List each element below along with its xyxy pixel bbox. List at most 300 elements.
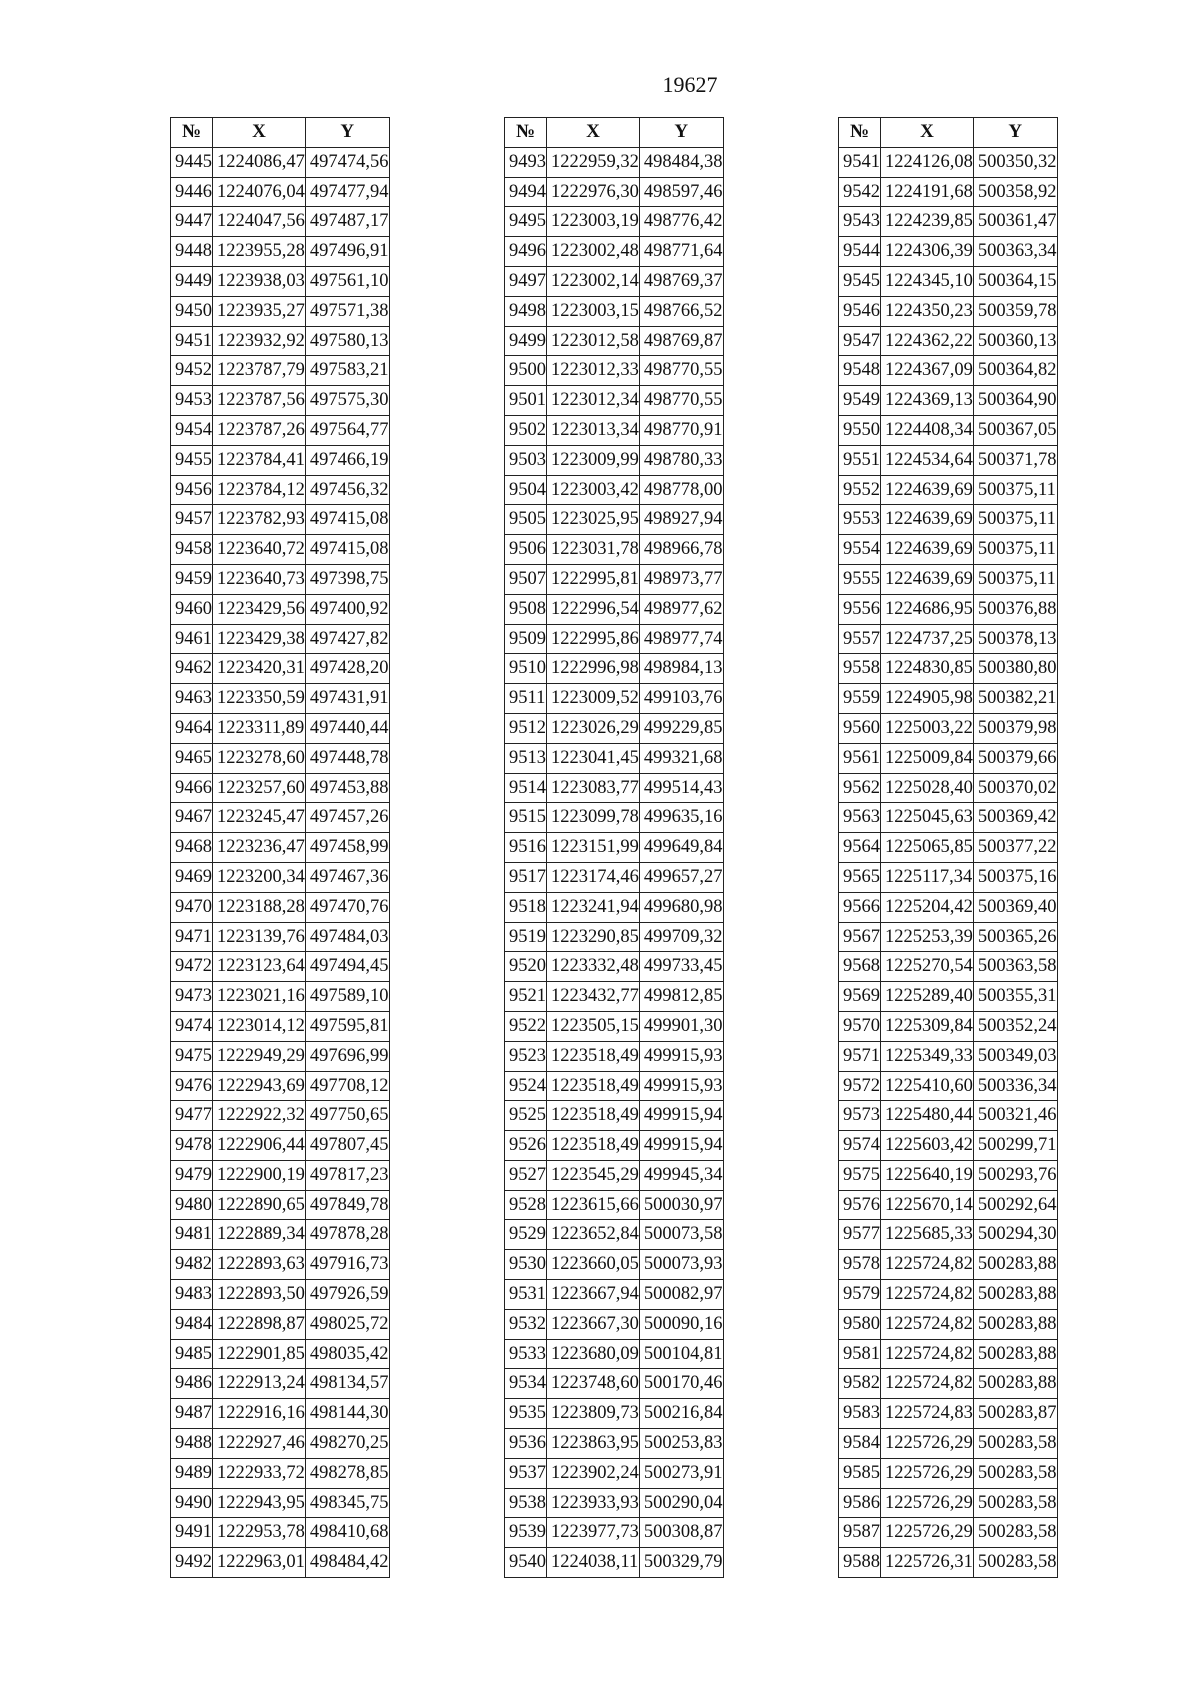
x-coordinate-cell: 1223350,59: [213, 684, 306, 714]
table-row: [171, 1101, 390, 1131]
x-coordinate-cell: 1224639,69: [881, 505, 974, 535]
y-coordinate-cell: 500104,81: [639, 1339, 723, 1369]
table-row: [839, 415, 1058, 445]
x-coordinate-cell: 1225724,82: [881, 1339, 974, 1369]
point-number-cell: 9532: [505, 1309, 547, 1339]
y-coordinate-cell: 500073,58: [639, 1220, 723, 1250]
y-coordinate-cell: 500290,04: [639, 1488, 723, 1518]
x-coordinate-cell: 1223782,93: [213, 505, 306, 535]
point-number-cell: 9478: [171, 1131, 213, 1161]
y-coordinate-cell: 500375,11: [973, 535, 1057, 565]
x-coordinate-cell: 1225270,54: [881, 952, 974, 982]
y-coordinate-cell: 499812,85: [639, 982, 723, 1012]
table-row: [505, 266, 724, 296]
table-row: [839, 266, 1058, 296]
point-number-cell: 9462: [171, 654, 213, 684]
y-coordinate-cell: 498766,52: [639, 296, 723, 326]
y-coordinate-cell: 497470,76: [305, 892, 389, 922]
coordinate-table-2: [504, 117, 724, 1578]
y-coordinate-cell: 498597,46: [639, 177, 723, 207]
y-coordinate-cell: 498278,85: [305, 1458, 389, 1488]
table-row: [839, 1429, 1058, 1459]
table-row: [505, 803, 724, 833]
y-coordinate-cell: 498270,25: [305, 1429, 389, 1459]
x-coordinate-cell: 1223938,03: [213, 266, 306, 296]
table-row: [171, 1190, 390, 1220]
table-row: [171, 1488, 390, 1518]
table-row: [839, 1190, 1058, 1220]
y-coordinate-cell: 498770,91: [639, 415, 723, 445]
y-coordinate-cell: 497696,99: [305, 1041, 389, 1071]
table-row: [171, 773, 390, 803]
table-row: [505, 1131, 724, 1161]
table-row: [171, 952, 390, 982]
x-coordinate-cell: 1223021,16: [213, 982, 306, 1012]
table-row: [171, 654, 390, 684]
table-row: [505, 624, 724, 654]
point-number-cell: 9470: [171, 892, 213, 922]
y-coordinate-cell: 499514,43: [639, 773, 723, 803]
x-coordinate-cell: 1223652,84: [547, 1220, 640, 1250]
x-coordinate-cell: 1223748,60: [547, 1369, 640, 1399]
x-coordinate-cell: 1223332,48: [547, 952, 640, 982]
x-coordinate-cell: 1222890,65: [213, 1190, 306, 1220]
y-coordinate-cell: 500283,87: [973, 1399, 1057, 1429]
point-number-cell: 9570: [839, 1011, 881, 1041]
table-row: [839, 654, 1058, 684]
y-coordinate-cell: 497415,08: [305, 535, 389, 565]
x-coordinate-cell: 1225065,85: [881, 833, 974, 863]
header-number: №: [171, 118, 213, 148]
header-x: X: [547, 118, 640, 148]
y-coordinate-cell: 498025,72: [305, 1309, 389, 1339]
x-coordinate-cell: 1224905,98: [881, 684, 974, 714]
point-number-cell: 9555: [839, 564, 881, 594]
table-row: [505, 1160, 724, 1190]
point-number-cell: 9475: [171, 1041, 213, 1071]
table-row: [839, 862, 1058, 892]
table-header-row: [171, 118, 390, 148]
x-coordinate-cell: 1223518,49: [547, 1131, 640, 1161]
point-number-cell: 9446: [171, 177, 213, 207]
x-coordinate-cell: 1224239,85: [881, 207, 974, 237]
y-coordinate-cell: 500360,13: [973, 326, 1057, 356]
x-coordinate-cell: 1223545,29: [547, 1160, 640, 1190]
table-row: [505, 1369, 724, 1399]
x-coordinate-cell: 1224408,34: [881, 415, 974, 445]
point-number-cell: 9517: [505, 862, 547, 892]
y-coordinate-cell: 497427,82: [305, 624, 389, 654]
x-coordinate-cell: 1223278,60: [213, 743, 306, 773]
table-row: [505, 505, 724, 535]
x-coordinate-cell: 1222959,32: [547, 147, 640, 177]
point-number-cell: 9530: [505, 1250, 547, 1280]
table-row: [171, 892, 390, 922]
point-number-cell: 9501: [505, 386, 547, 416]
point-number-cell: 9469: [171, 862, 213, 892]
y-coordinate-cell: 500371,78: [973, 445, 1057, 475]
table-row: [505, 684, 724, 714]
header-x: X: [213, 118, 306, 148]
table-row: [171, 475, 390, 505]
table-row: [839, 713, 1058, 743]
y-coordinate-cell: 499915,94: [639, 1131, 723, 1161]
y-coordinate-cell: 500369,42: [973, 803, 1057, 833]
x-coordinate-cell: 1222933,72: [213, 1458, 306, 1488]
point-number-cell: 9507: [505, 564, 547, 594]
x-coordinate-cell: 1223518,49: [547, 1041, 640, 1071]
y-coordinate-cell: 498484,38: [639, 147, 723, 177]
x-coordinate-cell: 1225726,29: [881, 1518, 974, 1548]
point-number-cell: 9552: [839, 475, 881, 505]
table-row: [171, 445, 390, 475]
table-row: [171, 147, 390, 177]
y-coordinate-cell: 500090,16: [639, 1309, 723, 1339]
table-row: [171, 803, 390, 833]
x-coordinate-cell: 1224534,64: [881, 445, 974, 475]
point-number-cell: 9473: [171, 982, 213, 1012]
y-coordinate-cell: 498776,42: [639, 207, 723, 237]
y-coordinate-cell: 499229,85: [639, 713, 723, 743]
y-coordinate-cell: 499709,32: [639, 922, 723, 952]
point-number-cell: 9518: [505, 892, 547, 922]
table-header-row: [839, 118, 1058, 148]
x-coordinate-cell: 1222995,81: [547, 564, 640, 594]
y-coordinate-cell: 497453,88: [305, 773, 389, 803]
y-coordinate-cell: 498769,37: [639, 266, 723, 296]
y-coordinate-cell: 498977,74: [639, 624, 723, 654]
table-row: [171, 1160, 390, 1190]
x-coordinate-cell: 1225309,84: [881, 1011, 974, 1041]
table-row: [505, 326, 724, 356]
point-number-cell: 9496: [505, 237, 547, 267]
point-number-cell: 9509: [505, 624, 547, 654]
point-number-cell: 9564: [839, 833, 881, 863]
y-coordinate-cell: 497456,32: [305, 475, 389, 505]
y-coordinate-cell: 500375,11: [973, 475, 1057, 505]
header-y: Y: [639, 118, 723, 148]
x-coordinate-cell: 1223787,56: [213, 386, 306, 416]
table-row: [171, 922, 390, 952]
x-coordinate-cell: 1224639,69: [881, 475, 974, 505]
y-coordinate-cell: 500294,30: [973, 1220, 1057, 1250]
table-row: [505, 654, 724, 684]
x-coordinate-cell: 1225726,29: [881, 1429, 974, 1459]
x-coordinate-cell: 1223041,45: [547, 743, 640, 773]
point-number-cell: 9471: [171, 922, 213, 952]
y-coordinate-cell: 498134,57: [305, 1369, 389, 1399]
table-row: [505, 475, 724, 505]
x-coordinate-cell: 1223083,77: [547, 773, 640, 803]
y-coordinate-cell: 499915,93: [639, 1071, 723, 1101]
y-coordinate-cell: 500292,64: [973, 1190, 1057, 1220]
table-row: [505, 1190, 724, 1220]
y-coordinate-cell: 500308,87: [639, 1518, 723, 1548]
x-coordinate-cell: 1224306,39: [881, 237, 974, 267]
x-coordinate-cell: 1223014,12: [213, 1011, 306, 1041]
point-number-cell: 9534: [505, 1369, 547, 1399]
y-coordinate-cell: 497466,19: [305, 445, 389, 475]
point-number-cell: 9577: [839, 1220, 881, 1250]
point-number-cell: 9586: [839, 1488, 881, 1518]
table-row: [839, 356, 1058, 386]
table-row: [839, 1458, 1058, 1488]
y-coordinate-cell: 499321,68: [639, 743, 723, 773]
y-coordinate-cell: 497595,81: [305, 1011, 389, 1041]
x-coordinate-cell: 1225028,40: [881, 773, 974, 803]
x-coordinate-cell: 1225670,14: [881, 1190, 974, 1220]
point-number-cell: 9523: [505, 1041, 547, 1071]
table-row: [171, 177, 390, 207]
x-coordinate-cell: 1222963,01: [213, 1548, 306, 1578]
table-row: [171, 862, 390, 892]
y-coordinate-cell: 497496,91: [305, 237, 389, 267]
x-coordinate-cell: 1223311,89: [213, 713, 306, 743]
table-row: [839, 1369, 1058, 1399]
y-coordinate-cell: 500350,32: [973, 147, 1057, 177]
point-number-cell: 9482: [171, 1250, 213, 1280]
y-coordinate-cell: 497457,26: [305, 803, 389, 833]
x-coordinate-cell: 1223003,19: [547, 207, 640, 237]
x-coordinate-cell: 1222995,86: [547, 624, 640, 654]
table-row: [839, 594, 1058, 624]
table-row: [839, 296, 1058, 326]
point-number-cell: 9516: [505, 833, 547, 863]
y-coordinate-cell: 499901,30: [639, 1011, 723, 1041]
point-number-cell: 9554: [839, 535, 881, 565]
table-row: [171, 1011, 390, 1041]
x-coordinate-cell: 1223955,28: [213, 237, 306, 267]
x-coordinate-cell: 1225603,42: [881, 1131, 974, 1161]
point-number-cell: 9498: [505, 296, 547, 326]
point-number-cell: 9452: [171, 356, 213, 386]
table-row: [171, 1131, 390, 1161]
y-coordinate-cell: 499945,34: [639, 1160, 723, 1190]
table-row: [171, 1339, 390, 1369]
x-coordinate-cell: 1225410,60: [881, 1071, 974, 1101]
x-coordinate-cell: 1223025,95: [547, 505, 640, 535]
point-number-cell: 9515: [505, 803, 547, 833]
point-number-cell: 9449: [171, 266, 213, 296]
y-coordinate-cell: 499733,45: [639, 952, 723, 982]
header-y: Y: [973, 118, 1057, 148]
point-number-cell: 9479: [171, 1160, 213, 1190]
x-coordinate-cell: 1223009,99: [547, 445, 640, 475]
y-coordinate-cell: 497849,78: [305, 1190, 389, 1220]
table-row: [505, 862, 724, 892]
point-number-cell: 9574: [839, 1131, 881, 1161]
x-coordinate-cell: 1224830,85: [881, 654, 974, 684]
point-number-cell: 9525: [505, 1101, 547, 1131]
point-number-cell: 9519: [505, 922, 547, 952]
point-number-cell: 9458: [171, 535, 213, 565]
point-number-cell: 9566: [839, 892, 881, 922]
table-row: [171, 1399, 390, 1429]
y-coordinate-cell: 497564,77: [305, 415, 389, 445]
point-number-cell: 9573: [839, 1101, 881, 1131]
y-coordinate-cell: 499103,76: [639, 684, 723, 714]
y-coordinate-cell: 500283,88: [973, 1339, 1057, 1369]
x-coordinate-cell: 1222916,16: [213, 1399, 306, 1429]
y-coordinate-cell: 497474,56: [305, 147, 389, 177]
point-number-cell: 9535: [505, 1399, 547, 1429]
point-number-cell: 9485: [171, 1339, 213, 1369]
x-coordinate-cell: 1224350,23: [881, 296, 974, 326]
table-row: [505, 713, 724, 743]
x-coordinate-cell: 1222927,46: [213, 1429, 306, 1459]
x-coordinate-cell: 1222901,85: [213, 1339, 306, 1369]
point-number-cell: 9487: [171, 1399, 213, 1429]
table-row: [505, 415, 724, 445]
x-coordinate-cell: 1223188,28: [213, 892, 306, 922]
y-coordinate-cell: 500364,15: [973, 266, 1057, 296]
point-number-cell: 9562: [839, 773, 881, 803]
x-coordinate-cell: 1223012,34: [547, 386, 640, 416]
point-number-cell: 9502: [505, 415, 547, 445]
point-number-cell: 9551: [839, 445, 881, 475]
table-row: [171, 594, 390, 624]
table-row: [171, 266, 390, 296]
y-coordinate-cell: 500378,13: [973, 624, 1057, 654]
y-coordinate-cell: 500329,79: [639, 1548, 723, 1578]
y-coordinate-cell: 497575,30: [305, 386, 389, 416]
table-row: [839, 952, 1058, 982]
table-row: [839, 207, 1058, 237]
x-coordinate-cell: 1223012,58: [547, 326, 640, 356]
y-coordinate-cell: 498973,77: [639, 564, 723, 594]
point-number-cell: 9576: [839, 1190, 881, 1220]
x-coordinate-cell: 1223784,41: [213, 445, 306, 475]
x-coordinate-cell: 1225204,42: [881, 892, 974, 922]
point-number-cell: 9472: [171, 952, 213, 982]
point-number-cell: 9490: [171, 1488, 213, 1518]
table-row: [839, 743, 1058, 773]
point-number-cell: 9580: [839, 1309, 881, 1339]
x-coordinate-cell: 1223432,77: [547, 982, 640, 1012]
point-number-cell: 9543: [839, 207, 881, 237]
y-coordinate-cell: 500376,88: [973, 594, 1057, 624]
y-coordinate-cell: 498345,75: [305, 1488, 389, 1518]
point-number-cell: 9520: [505, 952, 547, 982]
x-coordinate-cell: 1225009,84: [881, 743, 974, 773]
point-number-cell: 9565: [839, 862, 881, 892]
point-number-cell: 9465: [171, 743, 213, 773]
y-coordinate-cell: 497583,21: [305, 356, 389, 386]
table-row: [839, 1339, 1058, 1369]
point-number-cell: 9481: [171, 1220, 213, 1250]
x-coordinate-cell: 1224639,69: [881, 535, 974, 565]
table-row: [505, 1250, 724, 1280]
y-coordinate-cell: 500299,71: [973, 1131, 1057, 1161]
x-coordinate-cell: 1223787,26: [213, 415, 306, 445]
x-coordinate-cell: 1225726,31: [881, 1548, 974, 1578]
x-coordinate-cell: 1222953,78: [213, 1518, 306, 1548]
y-coordinate-cell: 500375,16: [973, 862, 1057, 892]
point-number-cell: 9500: [505, 356, 547, 386]
y-coordinate-cell: 500283,58: [973, 1518, 1057, 1548]
point-number-cell: 9489: [171, 1458, 213, 1488]
table-row: [505, 1339, 724, 1369]
x-coordinate-cell: 1223257,60: [213, 773, 306, 803]
x-coordinate-cell: 1223174,46: [547, 862, 640, 892]
table-row: [171, 564, 390, 594]
x-coordinate-cell: 1223099,78: [547, 803, 640, 833]
point-number-cell: 9584: [839, 1429, 881, 1459]
point-number-cell: 9463: [171, 684, 213, 714]
point-number-cell: 9477: [171, 1101, 213, 1131]
point-number-cell: 9567: [839, 922, 881, 952]
x-coordinate-cell: 1223667,94: [547, 1280, 640, 1310]
point-number-cell: 9506: [505, 535, 547, 565]
table-row: [505, 1011, 724, 1041]
point-number-cell: 9492: [171, 1548, 213, 1578]
y-coordinate-cell: 497440,44: [305, 713, 389, 743]
x-coordinate-cell: 1222906,44: [213, 1131, 306, 1161]
y-coordinate-cell: 499915,94: [639, 1101, 723, 1131]
x-coordinate-cell: 1223236,47: [213, 833, 306, 863]
table-row: [839, 177, 1058, 207]
y-coordinate-cell: 497807,45: [305, 1131, 389, 1161]
point-number-cell: 9545: [839, 266, 881, 296]
x-coordinate-cell: 1222996,54: [547, 594, 640, 624]
y-coordinate-cell: 498966,78: [639, 535, 723, 565]
x-coordinate-cell: 1225724,82: [881, 1309, 974, 1339]
y-coordinate-cell: 497400,92: [305, 594, 389, 624]
x-coordinate-cell: 1222943,69: [213, 1071, 306, 1101]
point-number-cell: 9553: [839, 505, 881, 535]
y-coordinate-cell: 499680,98: [639, 892, 723, 922]
y-coordinate-cell: 497817,23: [305, 1160, 389, 1190]
point-number-cell: 9450: [171, 296, 213, 326]
y-coordinate-cell: 500283,88: [973, 1369, 1057, 1399]
x-coordinate-cell: 1222996,98: [547, 654, 640, 684]
x-coordinate-cell: 1223123,64: [213, 952, 306, 982]
table-row: [839, 684, 1058, 714]
table-row: [171, 1458, 390, 1488]
x-coordinate-cell: 1223505,15: [547, 1011, 640, 1041]
table-row: [505, 1101, 724, 1131]
table-row: [171, 1250, 390, 1280]
point-number-cell: 9544: [839, 237, 881, 267]
table-row: [171, 356, 390, 386]
point-number-cell: 9448: [171, 237, 213, 267]
table-row: [839, 1011, 1058, 1041]
x-coordinate-cell: 1225289,40: [881, 982, 974, 1012]
point-number-cell: 9474: [171, 1011, 213, 1041]
table-row: [839, 1131, 1058, 1161]
table-row: [171, 1071, 390, 1101]
table-row: [171, 386, 390, 416]
table-row: [839, 1160, 1058, 1190]
x-coordinate-cell: 1222913,24: [213, 1369, 306, 1399]
table-row: [839, 1250, 1058, 1280]
x-coordinate-cell: 1225045,63: [881, 803, 974, 833]
table-row: [171, 207, 390, 237]
y-coordinate-cell: 500375,11: [973, 564, 1057, 594]
y-coordinate-cell: 497467,36: [305, 862, 389, 892]
x-coordinate-cell: 1222893,50: [213, 1280, 306, 1310]
table-row: [171, 743, 390, 773]
table-row: [171, 1280, 390, 1310]
x-coordinate-cell: 1224686,95: [881, 594, 974, 624]
y-coordinate-cell: 500375,11: [973, 505, 1057, 535]
point-number-cell: 9541: [839, 147, 881, 177]
y-coordinate-cell: 500358,92: [973, 177, 1057, 207]
point-number-cell: 9521: [505, 982, 547, 1012]
point-number-cell: 9529: [505, 1220, 547, 1250]
x-coordinate-cell: 1223003,42: [547, 475, 640, 505]
point-number-cell: 9528: [505, 1190, 547, 1220]
